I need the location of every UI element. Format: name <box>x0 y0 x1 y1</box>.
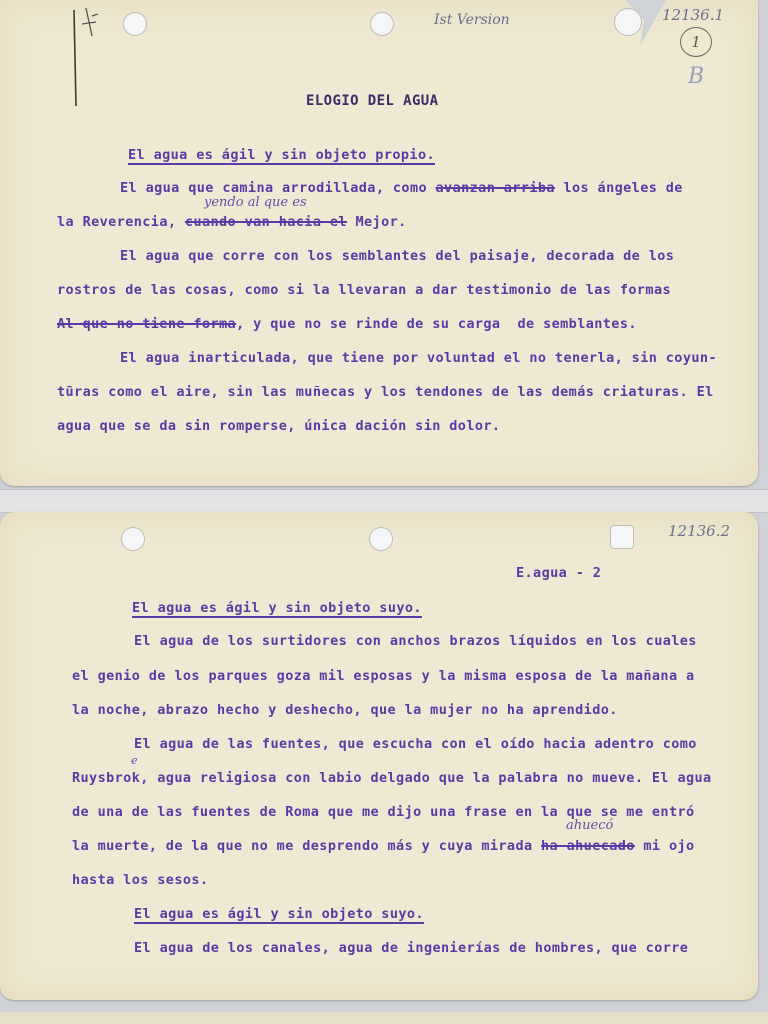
text-line: El agua que camina arrodillada, como avanzan arriba los ángeles de <box>120 180 683 196</box>
text-line: hasta los sesos. <box>72 872 209 888</box>
text-line: Al que no tiene forma, y que no se rinde de su carga de semblantes. <box>57 316 637 332</box>
section-heading: El agua es ágil y sin objeto suyo. <box>134 906 424 922</box>
punch-hole <box>123 12 147 36</box>
handwritten-insertion: yendo al que es <box>204 195 307 210</box>
version-note: Ist Version <box>434 12 510 28</box>
text-line: El agua de los surtidores con anchos brazos líquidos en los cuales <box>134 633 697 649</box>
page-sheet-1 <box>0 0 758 486</box>
text-line: El agua que corre con los semblantes del paisaje, decorada de los <box>120 248 675 264</box>
handwritten-correction: ahuecó <box>566 818 614 833</box>
next-sheet-edge <box>0 1012 768 1024</box>
text-line: la muerte, de la que no me desprendo más y cuya mirada ha ahuecado mi ojo <box>72 838 695 854</box>
text-line: Ruysbrok, agua religiosa con labio delgado que la palabra no mueve. El agua <box>72 770 712 786</box>
document-title: ELOGIO DEL AGUA <box>306 93 439 109</box>
text-line: tūras como el aire, sin las muñecas y los tendones de las demás criaturas. El <box>57 384 714 400</box>
pencil-scribble-icon <box>62 6 122 110</box>
punch-hole <box>370 12 394 36</box>
punch-hole <box>610 525 634 549</box>
pencil-mark: B <box>688 64 705 89</box>
text-line: El agua inarticulada, que tiene por voluntad el no tenerla, sin coyun- <box>120 350 717 366</box>
handwritten-correction: e <box>131 754 138 767</box>
torn-corner-icon <box>626 0 666 50</box>
section-heading: El agua es ágil y sin objeto suyo. <box>132 600 422 616</box>
sheet-divider <box>0 489 768 513</box>
folio-number: 1 <box>680 27 712 57</box>
text-line: de una de las fuentes de Roma que me dijo una frase en la que se me entró <box>72 804 695 820</box>
archive-number: 12136.1 <box>662 6 725 24</box>
page-sheet-2 <box>0 512 758 1000</box>
text-line: El agua de las fuentes, que escucha con el oído hacia adentro como <box>134 736 697 752</box>
archive-number: 12136.2 <box>668 522 731 540</box>
text-line: El agua de los canales, agua de ingenierías de hombres, que corre <box>134 940 689 956</box>
text-line: la Reverencia, cuando van hacia el Mejor. <box>57 214 407 230</box>
punch-hole <box>121 527 145 551</box>
text-line: agua que se da sin romperse, única dación sin dolor. <box>57 418 501 434</box>
text-line: el genio de los parques goza mil esposas y la misma esposa de la mañana a <box>72 668 695 684</box>
page-label: E.agua - 2 <box>516 565 602 581</box>
section-heading: El agua es ágil y sin objeto propio. <box>128 147 435 163</box>
text-line: la noche, abrazo hecho y deshecho, que la mujer no ha aprendido. <box>72 702 618 718</box>
punch-hole <box>369 527 393 551</box>
text-line: rostros de las cosas, como si la llevaran a dar testimonio de las formas <box>57 282 671 298</box>
